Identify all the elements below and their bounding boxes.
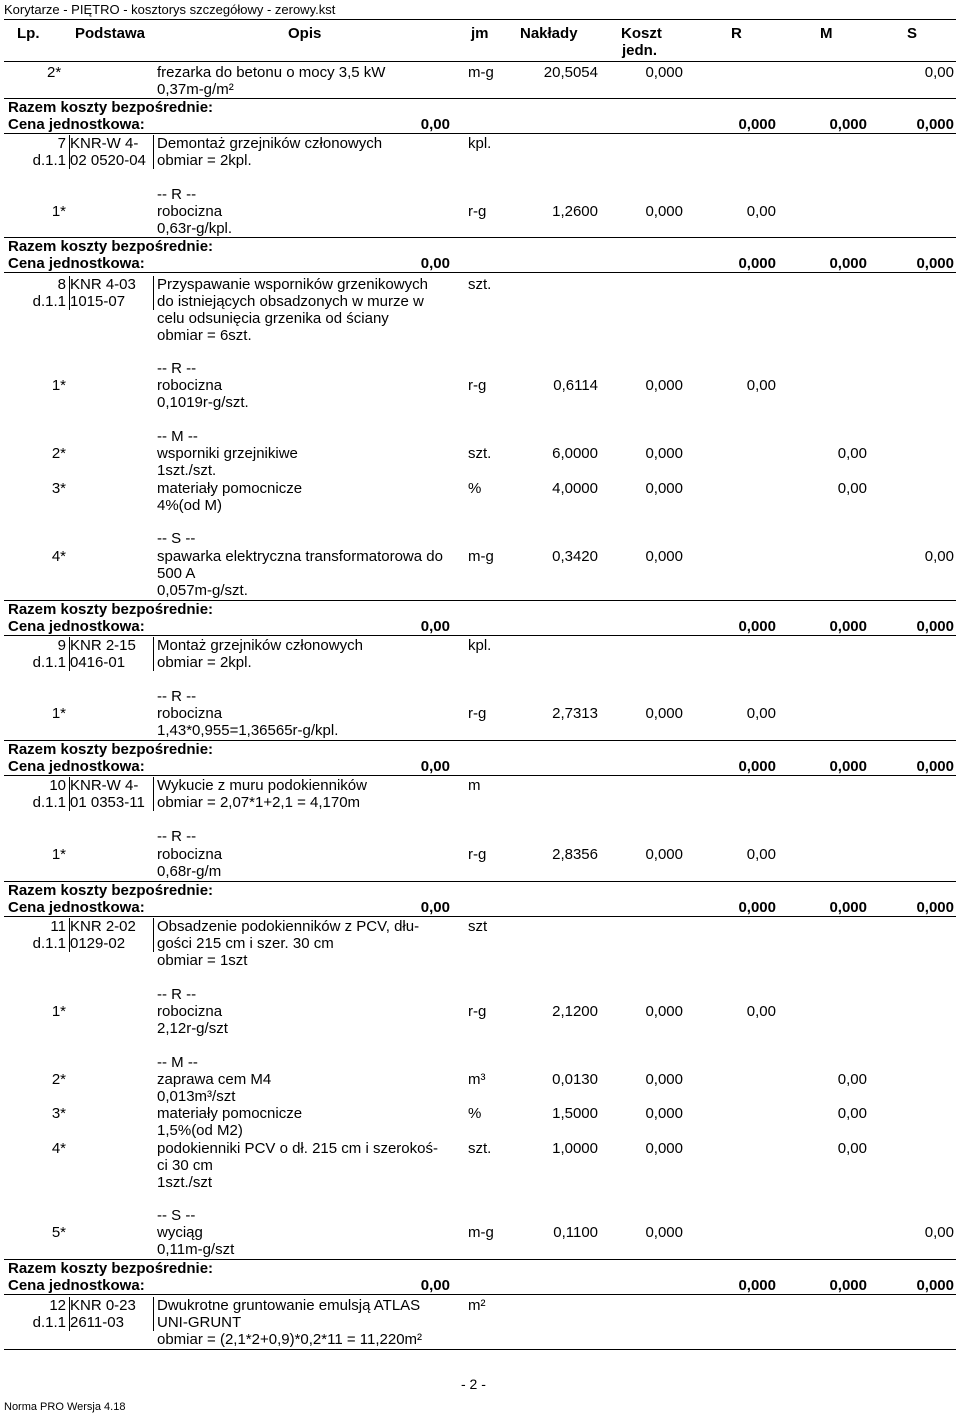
position-basis: KNR 2-02 [70, 918, 136, 935]
section-r: -- R -- [157, 688, 197, 705]
resource-unit: r-g [468, 705, 487, 722]
summary-rule [4, 237, 956, 238]
position-basis: 0129-02 [70, 935, 126, 952]
resource-name: robocizna [157, 203, 223, 220]
resource-unit-cost: 0,000 [645, 548, 683, 565]
resource-unit: r-g [468, 846, 487, 863]
column-divider [69, 918, 70, 952]
column-divider [153, 1297, 154, 1331]
position-description: obmiar = 2kpl. [157, 152, 252, 169]
cena-m: 0,000 [829, 758, 867, 775]
resource-quantity: 2,1200 [552, 1003, 598, 1020]
resource-norm: 1szt./szt. [157, 462, 217, 479]
position-basis: KNR 0-23 [70, 1297, 136, 1314]
resource-unit: % [468, 480, 482, 497]
resource-name: frezarka do betonu o mocy 3,5 kW [157, 64, 386, 81]
resource-r-value: 0,00 [746, 203, 776, 220]
resource-r-value: 0,00 [746, 377, 776, 394]
position-number: 7 [57, 135, 66, 152]
summary-rule [4, 600, 956, 601]
section-r: -- R -- [157, 186, 197, 203]
position-chapter: d.1.1 [32, 1314, 66, 1331]
position-description: gości 215 cm i szer. 30 cm [157, 935, 334, 952]
position-basis: KNR-W 4- [70, 135, 139, 152]
header-s: S [907, 25, 918, 42]
column-divider [153, 918, 154, 952]
position-basis: KNR 2-15 [70, 637, 136, 654]
resource-norm: 0,057m-g/szt. [157, 582, 248, 599]
resource-norm: 1szt./szt [157, 1174, 213, 1191]
position-description: obmiar = 1szt [157, 952, 248, 969]
resource-quantity: 1,0000 [552, 1140, 598, 1157]
section-r: -- R -- [157, 986, 197, 1003]
resource-r-value: 0,00 [746, 846, 776, 863]
summary-rule [4, 881, 956, 882]
cena-m: 0,000 [829, 255, 867, 272]
cena-value: 0,00 [420, 1277, 450, 1294]
position-basis: 1015-07 [70, 293, 126, 310]
resource-number: 2* [47, 64, 62, 81]
resource-name: materiały pomocnicze [157, 480, 303, 497]
summary-rule [4, 1259, 956, 1260]
resource-unit-cost: 0,000 [645, 64, 683, 81]
resource-m-value: 0,00 [837, 1071, 867, 1088]
razem-koszty-label: Razem koszty bezpośrednie: [8, 238, 214, 255]
cena-jednostkowa-label: Cena jednostkowa: [8, 899, 145, 916]
resource-unit-cost: 0,000 [645, 480, 683, 497]
resource-norm: 0,68r-g/m [157, 863, 222, 880]
header-top-rule [4, 19, 956, 20]
cena-jednostkowa-label: Cena jednostkowa: [8, 618, 145, 635]
position-description: Demontaż grzejników członowych [157, 135, 383, 152]
resource-number: 3* [51, 480, 66, 497]
summary-rule [4, 1294, 956, 1295]
resource-unit-cost: 0,000 [645, 203, 683, 220]
section-s: -- S -- [157, 1207, 196, 1224]
header-naklady: Nakłady [520, 25, 578, 42]
cena-s: 0,000 [916, 758, 954, 775]
position-description: Wykucie z muru podokienników [157, 777, 367, 794]
resource-number: 2* [51, 1071, 66, 1088]
position-description: obmiar = (2,1*2+0,9)*0,2*11 = 11,220m² [157, 1331, 423, 1348]
position-description: obmiar = 2,07*1+2,1 = 4,170m [157, 794, 361, 811]
position-unit: kpl. [468, 135, 492, 152]
cena-r: 0,000 [738, 255, 776, 272]
position-chapter: d.1.1 [32, 654, 66, 671]
resource-name: ci 30 cm [157, 1157, 213, 1174]
header-opis: Opis [288, 25, 322, 42]
section-m: -- M -- [157, 428, 198, 445]
resource-name: robocizna [157, 846, 223, 863]
resource-quantity: 20,5054 [543, 64, 598, 81]
position-number: 8 [57, 276, 66, 293]
position-basis: 0416-01 [70, 654, 126, 671]
position-description: celu odsunięcia grzenika od ściany [157, 310, 389, 327]
position-description: UNI-GRUNT [157, 1314, 242, 1331]
position-chapter: d.1.1 [32, 794, 66, 811]
cena-r: 0,000 [738, 116, 776, 133]
position-unit: kpl. [468, 637, 492, 654]
summary-rule [4, 916, 956, 917]
position-basis: KNR 4-03 [70, 276, 136, 293]
summary-rule [4, 635, 956, 636]
position-basis: 01 0353-11 [70, 794, 145, 811]
header-lp: Lp. [17, 25, 40, 42]
footer-version: Norma PRO Wersja 4.18 [4, 1401, 126, 1413]
position-unit: szt. [468, 276, 492, 293]
resource-name: materiały pomocnicze [157, 1105, 303, 1122]
resource-name: 500 A [157, 565, 196, 582]
header-podstawa: Podstawa [75, 25, 146, 42]
resource-unit: r-g [468, 203, 487, 220]
section-r: -- R -- [157, 828, 197, 845]
resource-quantity: 2,7313 [552, 705, 598, 722]
razem-koszty-label: Razem koszty bezpośrednie: [8, 1260, 214, 1277]
summary-rule [4, 740, 956, 741]
resource-number: 1* [51, 203, 66, 220]
column-divider [69, 135, 70, 169]
resource-norm: 1,43*0,955=1,36565r-g/kpl. [157, 722, 339, 739]
resource-m-value: 0,00 [837, 1105, 867, 1122]
position-chapter: d.1.1 [32, 935, 66, 952]
razem-koszty-label: Razem koszty bezpośrednie: [8, 99, 214, 116]
cena-s: 0,000 [916, 255, 954, 272]
resource-unit: m-g [468, 1224, 494, 1241]
resource-unit-cost: 0,000 [645, 846, 683, 863]
cena-jednostkowa-label: Cena jednostkowa: [8, 116, 145, 133]
resource-r-value: 0,00 [746, 705, 776, 722]
summary-rule [4, 133, 956, 134]
column-divider [153, 135, 154, 169]
column-divider [69, 276, 70, 310]
resource-r-value: 0,00 [746, 1003, 776, 1020]
resource-number: 4* [51, 548, 66, 565]
resource-s-value: 0,00 [924, 1224, 954, 1241]
column-divider [153, 276, 154, 310]
resource-unit-cost: 0,000 [645, 445, 683, 462]
resource-quantity: 2,8356 [552, 846, 598, 863]
header-r: R [731, 25, 742, 42]
summary-rule [4, 775, 956, 776]
resource-quantity: 0,3420 [552, 548, 598, 565]
resource-name: wsporniki grzejnikiwe [157, 445, 298, 462]
cena-jednostkowa-label: Cena jednostkowa: [8, 758, 145, 775]
resource-norm: 0,11m-g/szt [157, 1241, 235, 1258]
position-description: do istniejących obsadzonych w murze w [157, 293, 424, 310]
position-description: Przyspawanie wsporników grzenikowych [157, 276, 428, 293]
resource-number: 4* [51, 1140, 66, 1157]
resource-unit-cost: 0,000 [645, 1003, 683, 1020]
section-m: -- M -- [157, 1054, 198, 1071]
resource-unit-cost: 0,000 [645, 705, 683, 722]
column-divider [69, 777, 70, 811]
position-description: obmiar = 6szt. [157, 327, 252, 344]
cena-m: 0,000 [829, 116, 867, 133]
resource-quantity: 4,0000 [552, 480, 598, 497]
resource-unit: m-g [468, 548, 494, 565]
resource-norm: 2,12r-g/szt [157, 1020, 228, 1037]
resource-unit-cost: 0,000 [645, 1224, 683, 1241]
resource-unit: szt. [468, 1140, 492, 1157]
resource-number: 1* [51, 1003, 66, 1020]
section-r: -- R -- [157, 360, 197, 377]
razem-koszty-label: Razem koszty bezpośrednie: [8, 882, 214, 899]
resource-name: zaprawa cem M4 [157, 1071, 272, 1088]
resource-number: 2* [51, 445, 66, 462]
position-basis: 02 0520-04 [70, 152, 146, 169]
resource-name: robocizna [157, 1003, 223, 1020]
cena-r: 0,000 [738, 1277, 776, 1294]
razem-koszty-label: Razem koszty bezpośrednie: [8, 601, 214, 618]
resource-unit: szt. [468, 445, 492, 462]
header-m: M [820, 25, 833, 42]
column-divider [153, 777, 154, 811]
resource-unit: r-g [468, 377, 487, 394]
cena-r: 0,000 [738, 758, 776, 775]
cena-value: 0,00 [420, 618, 450, 635]
position-number: 10 [49, 777, 66, 794]
position-description: Obsadzenie podokienników z PCV, dłu- [157, 918, 420, 935]
cena-m: 0,000 [829, 1277, 867, 1294]
header-koszt: Koszt [621, 25, 662, 42]
resource-unit-cost: 0,000 [645, 1140, 683, 1157]
resource-quantity: 0,1100 [553, 1224, 598, 1241]
cena-r: 0,000 [738, 618, 776, 635]
position-description: obmiar = 2kpl. [157, 654, 252, 671]
header-bottom-rule [4, 61, 956, 62]
summary-rule [4, 98, 956, 99]
cena-value: 0,00 [420, 116, 450, 133]
razem-koszty-label: Razem koszty bezpośrednie: [8, 741, 214, 758]
resource-number: 1* [51, 377, 66, 394]
resource-number: 1* [51, 846, 66, 863]
column-divider [69, 1297, 70, 1331]
resource-number: 1* [51, 705, 66, 722]
resource-norm: 0,37m-g/m² [157, 81, 234, 98]
resource-quantity: 1,2600 [552, 203, 598, 220]
cena-jednostkowa-label: Cena jednostkowa: [8, 255, 145, 272]
cena-value: 0,00 [420, 758, 450, 775]
page-bottom-rule [4, 1349, 956, 1350]
resource-norm: 0,63r-g/kpl. [157, 220, 233, 237]
resource-unit-cost: 0,000 [645, 377, 683, 394]
resource-unit: m-g [468, 64, 494, 81]
summary-rule [4, 272, 956, 273]
resource-quantity: 0,6114 [553, 377, 598, 394]
resource-quantity: 6,0000 [552, 445, 598, 462]
resource-name: wyciąg [157, 1224, 203, 1241]
resource-m-value: 0,00 [837, 480, 867, 497]
position-basis: KNR-W 4- [70, 777, 139, 794]
cena-s: 0,000 [916, 899, 954, 916]
cena-r: 0,000 [738, 899, 776, 916]
resource-m-value: 0,00 [837, 445, 867, 462]
position-unit: m² [468, 1297, 486, 1314]
resource-quantity: 0,0130 [552, 1071, 598, 1088]
cena-m: 0,000 [829, 618, 867, 635]
resource-name: podokienniki PCV o dł. 215 cm i szerokoś- [157, 1140, 438, 1157]
resource-number: 3* [51, 1105, 66, 1122]
position-description: Montaż grzejników członowych [157, 637, 363, 654]
resource-quantity: 1,5000 [552, 1105, 598, 1122]
resource-norm: 0,013m³/szt [157, 1088, 236, 1105]
position-unit: szt [468, 918, 488, 935]
cena-value: 0,00 [420, 255, 450, 272]
position-chapter: d.1.1 [32, 293, 66, 310]
page-number: - 2 - [461, 1376, 486, 1392]
resource-norm: 0,1019r-g/szt. [157, 394, 249, 411]
document-title: Korytarze - PIĘTRO - kosztorys szczegółowy - zerowy.kst [4, 2, 336, 17]
section-s: -- S -- [157, 530, 196, 547]
position-description: Dwukrotne gruntowanie emulsją ATLAS [157, 1297, 421, 1314]
resource-name: robocizna [157, 377, 223, 394]
resource-s-value: 0,00 [924, 548, 954, 565]
resource-norm: 1,5%(od M2) [157, 1122, 243, 1139]
header-koszt-unit: jedn. [622, 42, 658, 59]
cena-m: 0,000 [829, 899, 867, 916]
position-number: 12 [49, 1297, 66, 1314]
header-jm: jm [471, 25, 489, 42]
resource-unit-cost: 0,000 [645, 1071, 683, 1088]
cena-jednostkowa-label: Cena jednostkowa: [8, 1277, 145, 1294]
resource-name: robocizna [157, 705, 223, 722]
cena-s: 0,000 [916, 116, 954, 133]
resource-number: 5* [51, 1224, 66, 1241]
cena-s: 0,000 [916, 618, 954, 635]
resource-unit: r-g [468, 1003, 487, 1020]
position-basis: 2611-03 [70, 1314, 124, 1331]
cena-value: 0,00 [420, 899, 450, 916]
resource-name: spawarka elektryczna transformatorowa do [157, 548, 443, 565]
cena-s: 0,000 [916, 1277, 954, 1294]
resource-norm: 4%(od M) [157, 497, 223, 514]
column-divider [69, 637, 70, 671]
resource-unit-cost: 0,000 [645, 1105, 683, 1122]
column-divider [153, 637, 154, 671]
position-chapter: d.1.1 [32, 152, 66, 169]
resource-unit: m³ [468, 1071, 486, 1088]
position-unit: m [468, 777, 481, 794]
resource-s-value: 0,00 [924, 64, 954, 81]
resource-m-value: 0,00 [837, 1140, 867, 1157]
position-number: 9 [57, 637, 66, 654]
resource-unit: % [468, 1105, 482, 1122]
position-number: 11 [50, 918, 66, 935]
